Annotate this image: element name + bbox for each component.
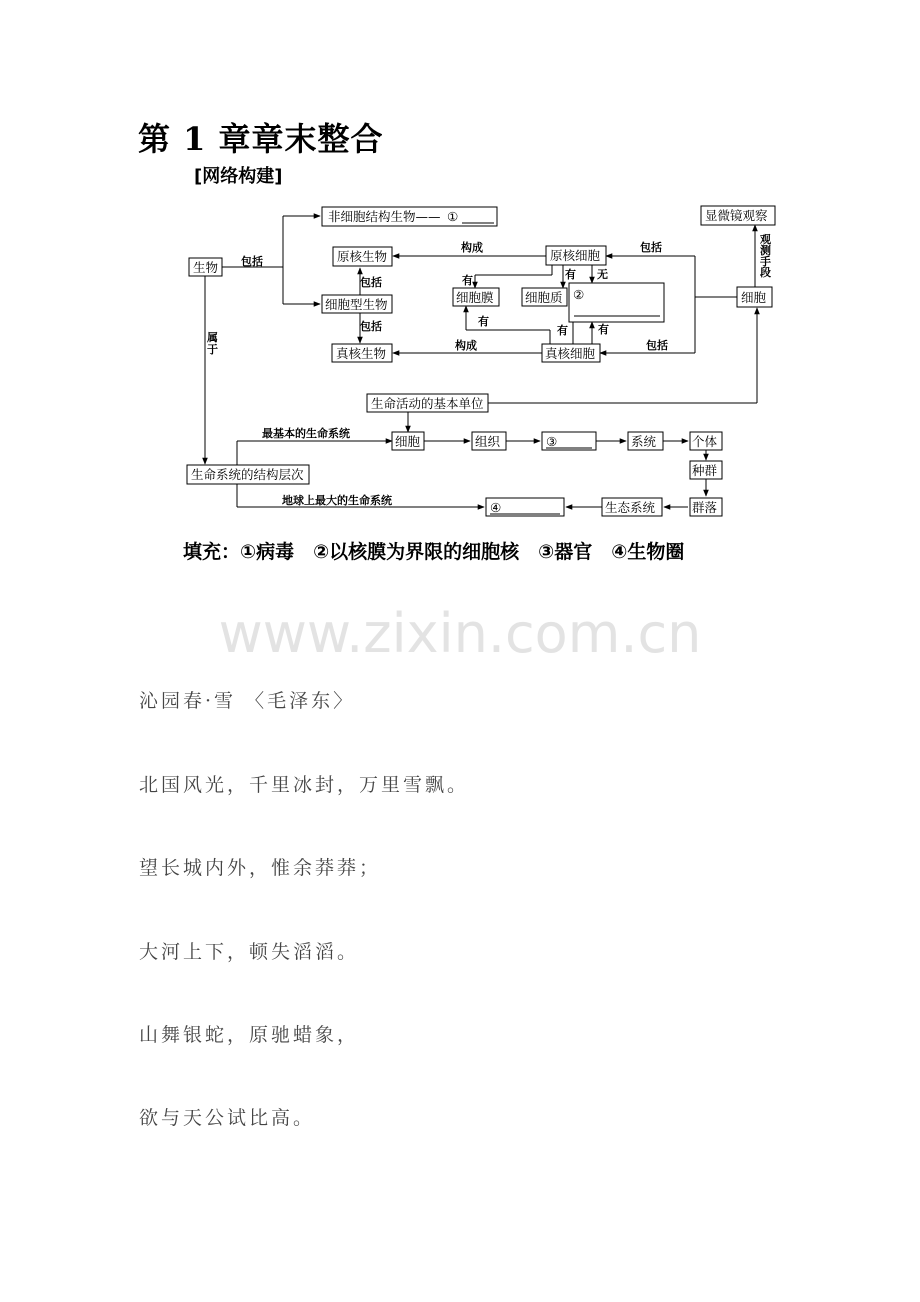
- node-non-cellular: [322, 207, 497, 226]
- svg-text:真核细胞: 真核细胞: [545, 346, 596, 361]
- node-shengwu: [189, 258, 222, 276]
- node-blank-3: [542, 432, 596, 450]
- node-cell-chain: [392, 432, 424, 450]
- node-individual: [690, 432, 722, 450]
- poem-line-3: 大河上下，顿失滔滔。: [139, 941, 360, 963]
- label-you-3: 有: [478, 315, 489, 328]
- svg-text:②: ②: [573, 287, 585, 302]
- svg-text:真核生物: 真核生物: [336, 346, 387, 361]
- node-cellular-organism: [322, 295, 392, 313]
- label-baokuo-4: 包括: [640, 241, 662, 254]
- node-microscope: [701, 206, 775, 225]
- svg-text:非细胞结构生物——: 非细胞结构生物——: [328, 209, 441, 224]
- poem-line-4: 山舞银蛇，原驰蜡象，: [139, 1024, 360, 1046]
- svg-text:系统: 系统: [631, 434, 657, 449]
- node-ecosystem: [602, 498, 662, 516]
- node-prokaryotic-cell: [546, 246, 606, 265]
- concept-map: [0, 0, 920, 530]
- svg-text:显微镜观察: 显微镜观察: [705, 208, 768, 223]
- label-you-4: 有: [557, 324, 568, 337]
- svg-text:原核细胞: 原核细胞: [550, 248, 601, 263]
- node-basic-unit: [367, 394, 488, 412]
- node-blank-4: [486, 498, 564, 516]
- label-most-basic: 最基本的生命系统: [262, 427, 350, 440]
- label-guance: 观测手段: [760, 233, 771, 279]
- node-structure-levels: [187, 465, 309, 484]
- section-subtitle: [网络构建]: [194, 166, 283, 187]
- label-baokuo-3: 包括: [360, 320, 382, 333]
- svg-text:种群: 种群: [692, 463, 718, 478]
- svg-text:①: ①: [447, 209, 459, 224]
- node-cell-membrane: [453, 288, 499, 306]
- node-system: [628, 432, 663, 450]
- svg-text:群落: 群落: [692, 500, 718, 515]
- svg-text:组织: 组织: [475, 434, 501, 449]
- node-blank-2: [569, 283, 664, 322]
- svg-text:细胞: 细胞: [395, 434, 421, 449]
- node-community: [690, 498, 722, 516]
- svg-text:细胞型生物: 细胞型生物: [325, 297, 388, 312]
- svg-text:生态系统: 生态系统: [605, 500, 656, 515]
- poem-line-2: 望长城内外，惟余莽莽；: [139, 857, 382, 879]
- page-title: 第 1 章章末整合: [138, 120, 384, 158]
- watermark: www.zixin.com.cn: [218, 602, 702, 665]
- node-cytoplasm: [522, 288, 567, 306]
- node-prokaryote-organism: [333, 247, 392, 266]
- svg-text:生命活动的基本单位: 生命活动的基本单位: [371, 396, 484, 411]
- label-baokuo-2: 包括: [360, 276, 382, 289]
- label-goucheng-1: 构成: [461, 241, 483, 254]
- label-you-2: 有: [565, 268, 576, 281]
- label-baokuo-5: 包括: [646, 339, 668, 352]
- poem-line-5: 欲与天公试比高。: [139, 1107, 316, 1129]
- label-largest: 地球上最大的生命系统: [282, 494, 392, 507]
- node-population: [690, 461, 722, 479]
- svg-text:生命系统的结构层次: 生命系统的结构层次: [191, 467, 304, 482]
- node-cell-right: [737, 287, 772, 307]
- connectors: [205, 216, 757, 507]
- node-tissue: [472, 432, 506, 450]
- svg-text:细胞: 细胞: [741, 290, 767, 305]
- poem-title: 沁园春·雪 〈毛泽东〉: [139, 690, 356, 712]
- svg-text:个体: 个体: [692, 434, 718, 449]
- label-you-5: 有: [598, 323, 609, 336]
- node-eukaryote-organism: [332, 344, 392, 362]
- svg-text:④: ④: [490, 500, 502, 515]
- svg-text:③: ③: [546, 434, 558, 449]
- label-wu: 无: [597, 268, 608, 281]
- poem-line-1: 北国风光，千里冰封，万里雪飘。: [139, 774, 470, 796]
- svg-text:细胞质: 细胞质: [525, 290, 563, 305]
- svg-text:生物: 生物: [193, 260, 219, 275]
- label-baokuo-1: 包括: [241, 255, 263, 268]
- label-shuyu: 属于: [207, 331, 218, 356]
- label-you-1: 有: [462, 274, 473, 287]
- svg-text:原核生物: 原核生物: [337, 249, 388, 264]
- answers-line: 填充：①病毒 ②以核膜为界限的细胞核 ③器官 ④生物圈: [183, 541, 685, 563]
- label-goucheng-2: 构成: [455, 339, 477, 352]
- svg-text:细胞膜: 细胞膜: [456, 290, 494, 305]
- node-eukaryotic-cell: [542, 344, 600, 362]
